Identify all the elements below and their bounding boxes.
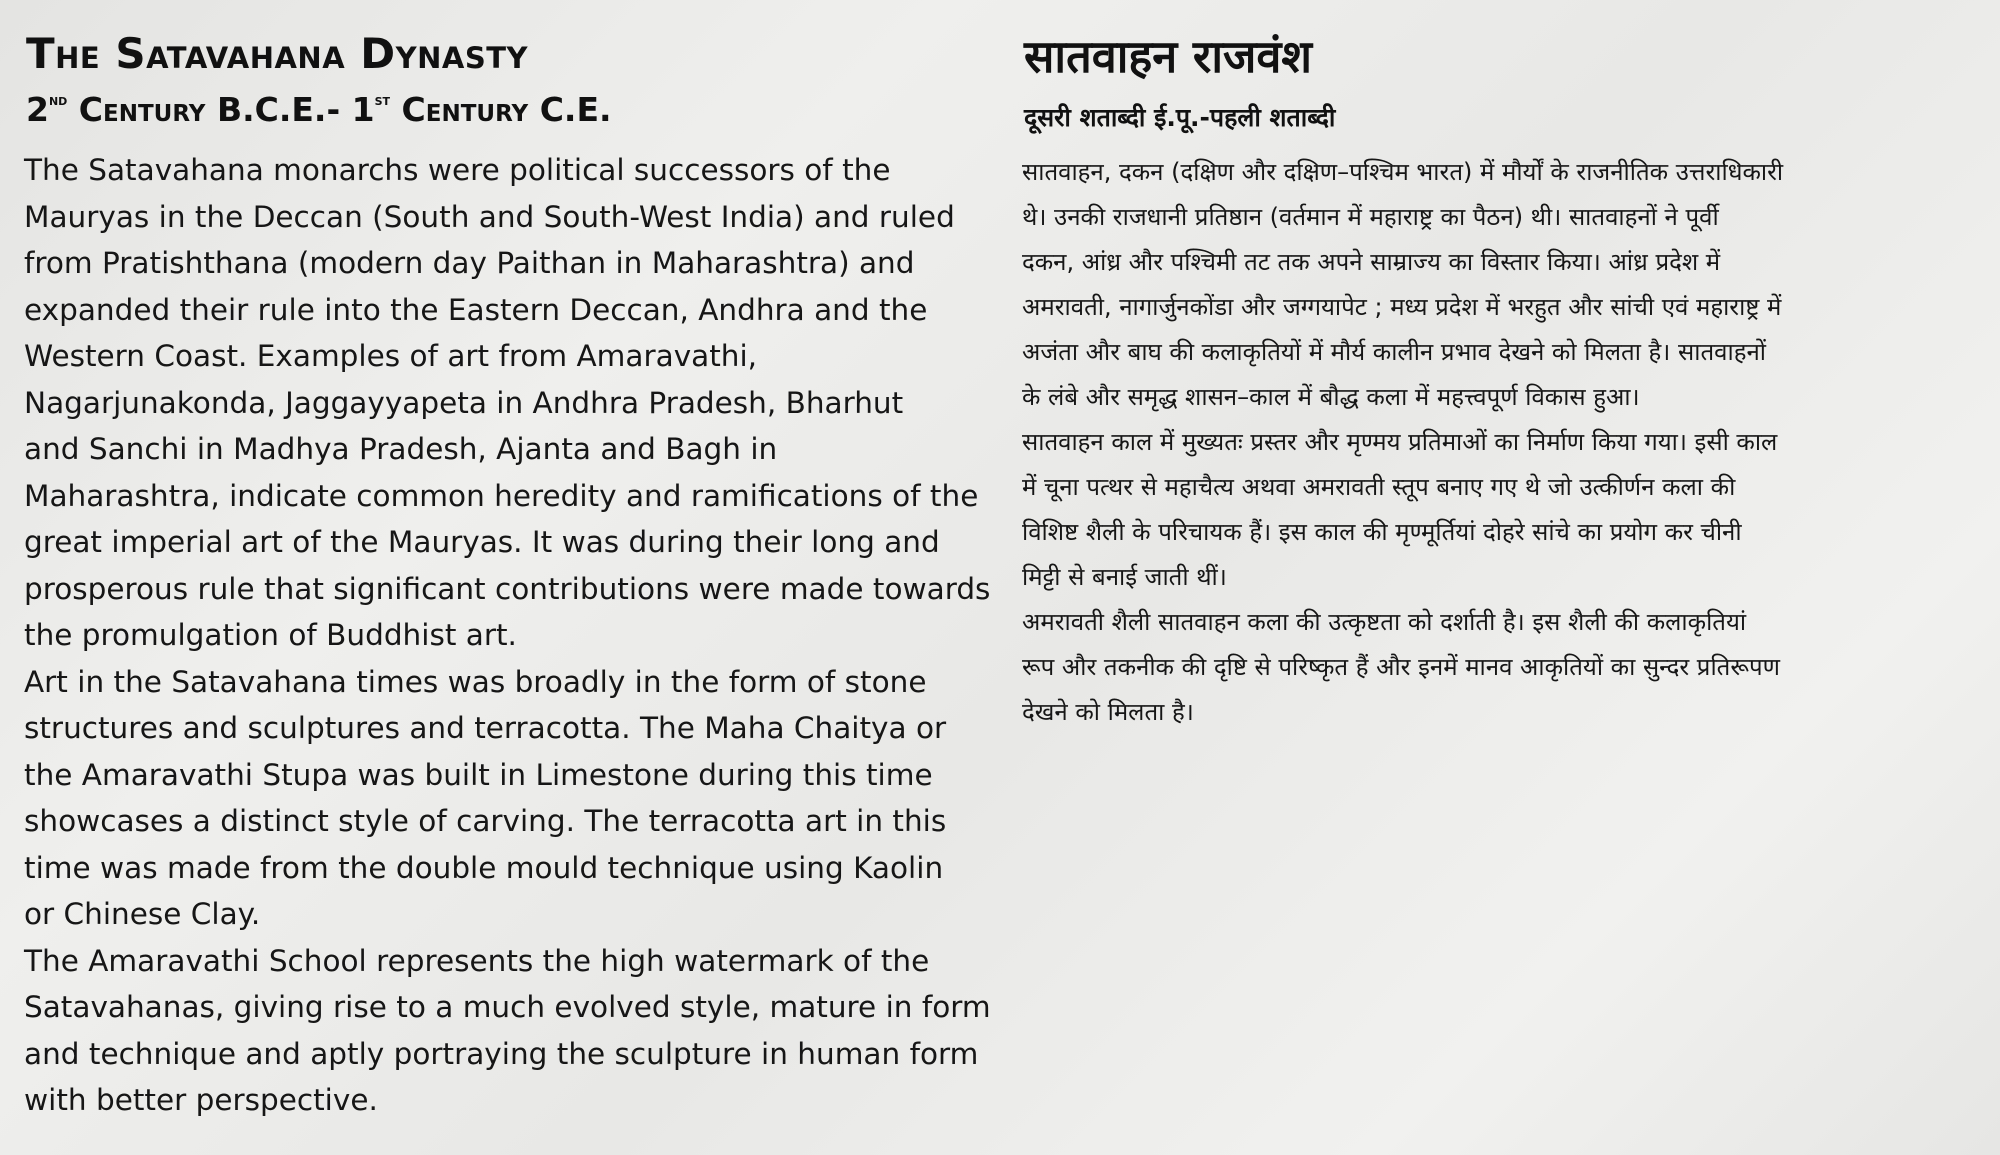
english-title: The Satavahana Dynasty: [26, 29, 529, 78]
english-text-line: great imperial art of the Mauryas. It was during their long and: [24, 525, 940, 559]
hindi-text-line: अमरावती, नागार्जुनकोंडा और जग्गयापेट ; मध्य प्रदेश में भरहुत और सांची एवं महाराष्ट्र में: [1022, 293, 1782, 321]
english-subtitle-sup1: nd: [48, 90, 68, 109]
hindi-text-line: दकन, आंध्र और पश्चिमी तट तक अपने साम्राज्य का विस्तार किया। आंध्र प्रदेश में: [1022, 248, 1721, 276]
english-text-line: The Amaravathi School represents the high watermark of the: [24, 943, 930, 978]
english-text-line: Art in the Satavahana times was broadly in the form of stone: [24, 664, 927, 699]
english-text-line: prosperous rule that significant contributions were made towards: [24, 571, 991, 606]
english-text-line: showcases a distinct style of carving. The terracotta art in this: [24, 804, 947, 838]
hindi-text-line: अमरावती शैली सातवाहन कला की उत्कृष्टता को दर्शाती है। इस शैली की कलाकृतियां: [1022, 608, 1747, 636]
english-text-line: the Amaravathi Stupa was built in Limestone during this time: [24, 757, 933, 792]
hindi-subtitle: दूसरी शताब्दी ई.पू.-पहली शताब्दी: [1024, 103, 1336, 132]
english-text-line: from Pratishthana (modern day Paithan in Maharashtra) and: [24, 246, 915, 280]
english-text-line: with better perspective.: [24, 1083, 378, 1117]
english-text-line: Maharashtra, indicate common heredity and ramifications of the: [24, 478, 979, 513]
english-subtitle-part2: Century B.C.E.- 1: [67, 90, 375, 129]
hindi-text-line: मिट्टी से बनाई जाती थीं।: [1022, 563, 1227, 591]
hindi-text-line: अजंता और बाघ की कलाकृतियों में मौर्य कालीन प्रभाव देखने को मिलता है। सातवाहनों: [1022, 338, 1766, 366]
hindi-title: सातवाहन राजवंश: [1024, 30, 1313, 83]
hindi-text-line: देखने को मिलता है।: [1022, 698, 1194, 726]
hindi-text-line: थे। उनकी राजधानी प्रतिष्ठान (वर्तमान में महाराष्ट्र का पैठन) थी। सातवाहनों ने पूर्वी: [1022, 203, 1719, 231]
english-subtitle: [26, 88, 612, 132]
english-text-line: Satavahanas, giving rise to a much evolved style, mature in form: [24, 990, 991, 1024]
hindi-text-line: विशिष्ट शैली के परिचायक हैं। इस काल की मृण्मूर्तियां दोहरे सांचे का प्रयोग कर चीनी: [1022, 518, 1742, 546]
hindi-text-line: के लंबे और समृद्ध शासन–काल में बौद्ध कला में महत्त्वपूर्ण विकास हुआ।: [1022, 383, 1640, 411]
hindi-body-text: [1022, 150, 1982, 735]
english-text-line: time was made from the double mould technique using Kaolin: [24, 850, 944, 885]
english-text-line: and Sanchi in Madhya Pradesh, Ajanta and Bagh in: [24, 432, 778, 466]
english-text-line: The Satavahana monarchs were political successors of the: [24, 153, 891, 187]
english-text-line: Western Coast. Examples of art from Amaravathi,: [24, 339, 758, 373]
hindi-text-line: सातवाहन काल में मुख्यतः प्रस्तर और मृण्मय प्रतिमाओं का निर्माण किया गया। इसी काल: [1022, 428, 1778, 456]
english-subtitle-part3: Century C.E.: [390, 90, 612, 129]
english-text-line: expanded their rule into the Eastern Deccan, Andhra and the: [24, 292, 928, 327]
hindi-text-line: में चूना पत्थर से महाचैत्य अथवा अमरावती स्तूप बनाए गए थे जो उत्कीर्णन कला की: [1022, 473, 1736, 501]
english-text-line: and technique and aptly portraying the sculpture in human form: [24, 1036, 979, 1071]
hindi-text-line: रूप और तकनीक की दृष्टि से परिष्कृत हैं और इनमें मानव आकृतियों का सुन्दर प्रतिरूपण: [1022, 653, 1780, 681]
hindi-text-line: सातवाहन, दकन (दक्षिण और दक्षिण–पश्चिम भारत) में मौर्यों के राजनीतिक उत्तराधिकारी: [1022, 158, 1784, 186]
english-text-line: Nagarjunakonda, Jaggayyapeta in Andhra Pradesh, Bharhut: [24, 385, 904, 420]
english-text-line: Mauryas in the Deccan (South and South-West India) and ruled: [24, 199, 955, 234]
english-text-line: structures and sculptures and terracotta. The Maha Chaitya or: [24, 711, 947, 745]
english-subtitle-sup2: st: [374, 90, 391, 109]
english-subtitle-part1: 2: [26, 90, 49, 129]
english-body-text: [24, 147, 991, 1124]
english-text-line: or Chinese Clay.: [24, 897, 261, 931]
english-text-line: the promulgation of Buddhist art.: [24, 618, 517, 652]
